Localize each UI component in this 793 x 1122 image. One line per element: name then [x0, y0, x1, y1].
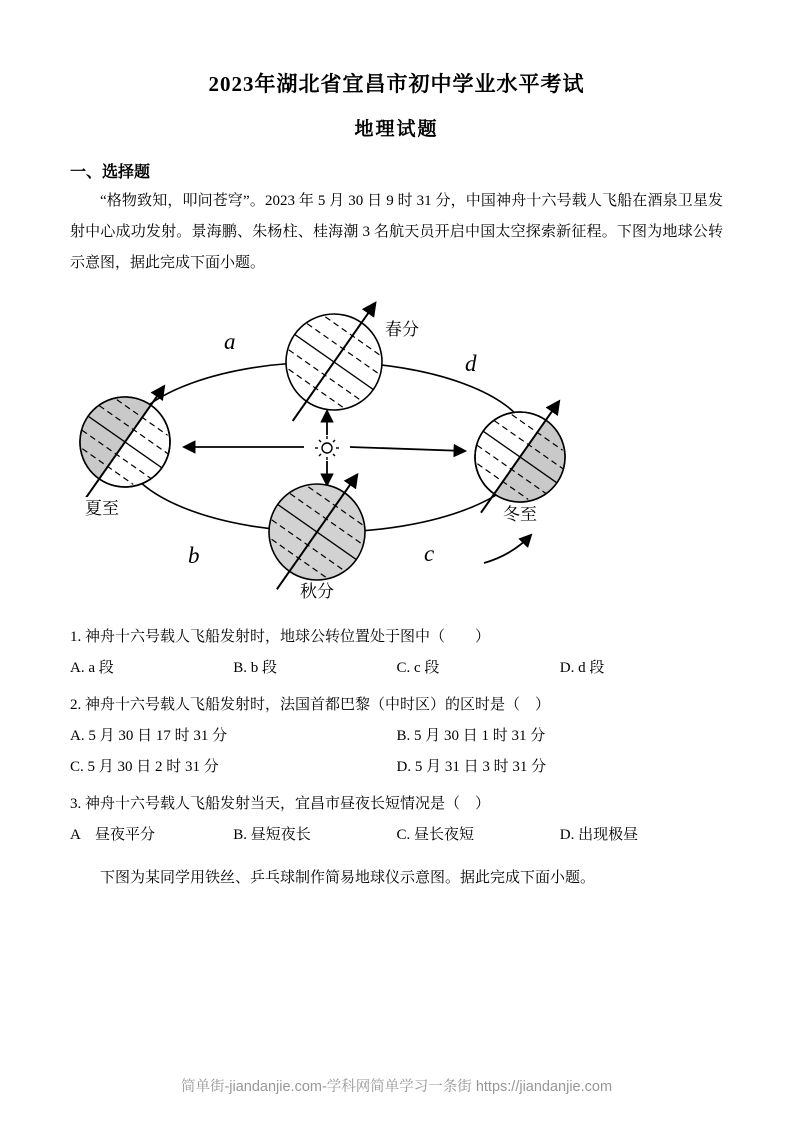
question-2-option-c: C. 5 月 30 日 2 时 31 分	[70, 759, 219, 775]
section-heading: 一、选择题	[70, 164, 151, 181]
question-1	[70, 622, 723, 684]
question-3-option-d: D. 出现极昼	[559, 827, 639, 843]
question-2-options	[70, 721, 723, 783]
question-1-option-d: D. d 段	[559, 660, 605, 676]
globe-spring-equinox	[253, 289, 414, 449]
question-2-stem: 2. 神舟十六号载人飞船发射时，法国首都巴黎（中时区）的区时是（ ）	[70, 697, 551, 713]
sun-icon	[315, 436, 339, 460]
question-2-option-d: D. 5 月 31 日 3 时 31 分	[396, 759, 547, 775]
question-3	[70, 789, 723, 851]
label-winter-solstice: 冬至	[503, 505, 537, 524]
question-2-option-b: B. 5 月 30 日 1 时 31 分	[396, 728, 546, 744]
label-summer-solstice: 夏至	[85, 499, 119, 518]
question-3-options	[70, 820, 723, 851]
question-3-option-b: B. 昼短夜长	[233, 827, 311, 843]
question-3-option-c: C. 昼长夜短	[396, 827, 475, 843]
label-spring-equinox: 春分	[385, 320, 419, 339]
page-title: 2023年湖北省宜昌市初中学业水平考试	[208, 72, 585, 96]
question-1-option-b: B. b 段	[233, 660, 278, 676]
question-1-options	[70, 653, 723, 684]
earth-revolution-diagram	[72, 289, 723, 616]
earth-revolution-svg	[72, 289, 612, 611]
question-3-stem: 3. 神舟十六号载人飞船发射当天，宜昌市昼夜长短情况是（ ）	[70, 796, 491, 812]
intro-paragraph-2: 下图为某同学用铁丝、乒乓球制作简易地球仪示意图。据此完成下面小题。	[100, 870, 596, 886]
content-area	[70, 159, 723, 894]
revolution-direction-arrow	[484, 535, 531, 563]
segment-label-d: d	[465, 351, 477, 376]
segment-label-a: a	[224, 329, 236, 354]
segment-label-b: b	[188, 543, 200, 568]
question-2	[70, 690, 723, 783]
question-2-option-a: A. 5 月 30 日 17 时 31 分	[70, 728, 228, 744]
question-3-option-a: A 昼夜平分	[70, 827, 156, 843]
question-1-stem: 1. 神舟十六号载人飞船发射时，地球公转位置处于图中（ ）	[70, 629, 491, 645]
question-1-option-c: C. c 段	[396, 660, 440, 676]
page-subtitle: 地理试题	[354, 119, 439, 140]
segment-label-c: c	[424, 541, 435, 566]
footer-watermark: 简单街-jiandanjie.com-学科网简单学习一条街 https://jiandanjie.com	[180, 1079, 613, 1095]
label-autumn-equinox: 秋分	[300, 582, 334, 601]
intro-paragraph-1: “格物致知，叩问苍穹”。2023 年 5 月 30 日 9 时 31 分，中国神舟十六号载人飞船在酒泉卫星发射中心成功发射。景海鹏、朱杨柱、桂海潮 3 名航天员开启中国太空探索新征程。下图为地球公转示意图，据此完成下面小题。	[70, 193, 723, 271]
question-1-option-a: A. a 段	[70, 660, 114, 676]
